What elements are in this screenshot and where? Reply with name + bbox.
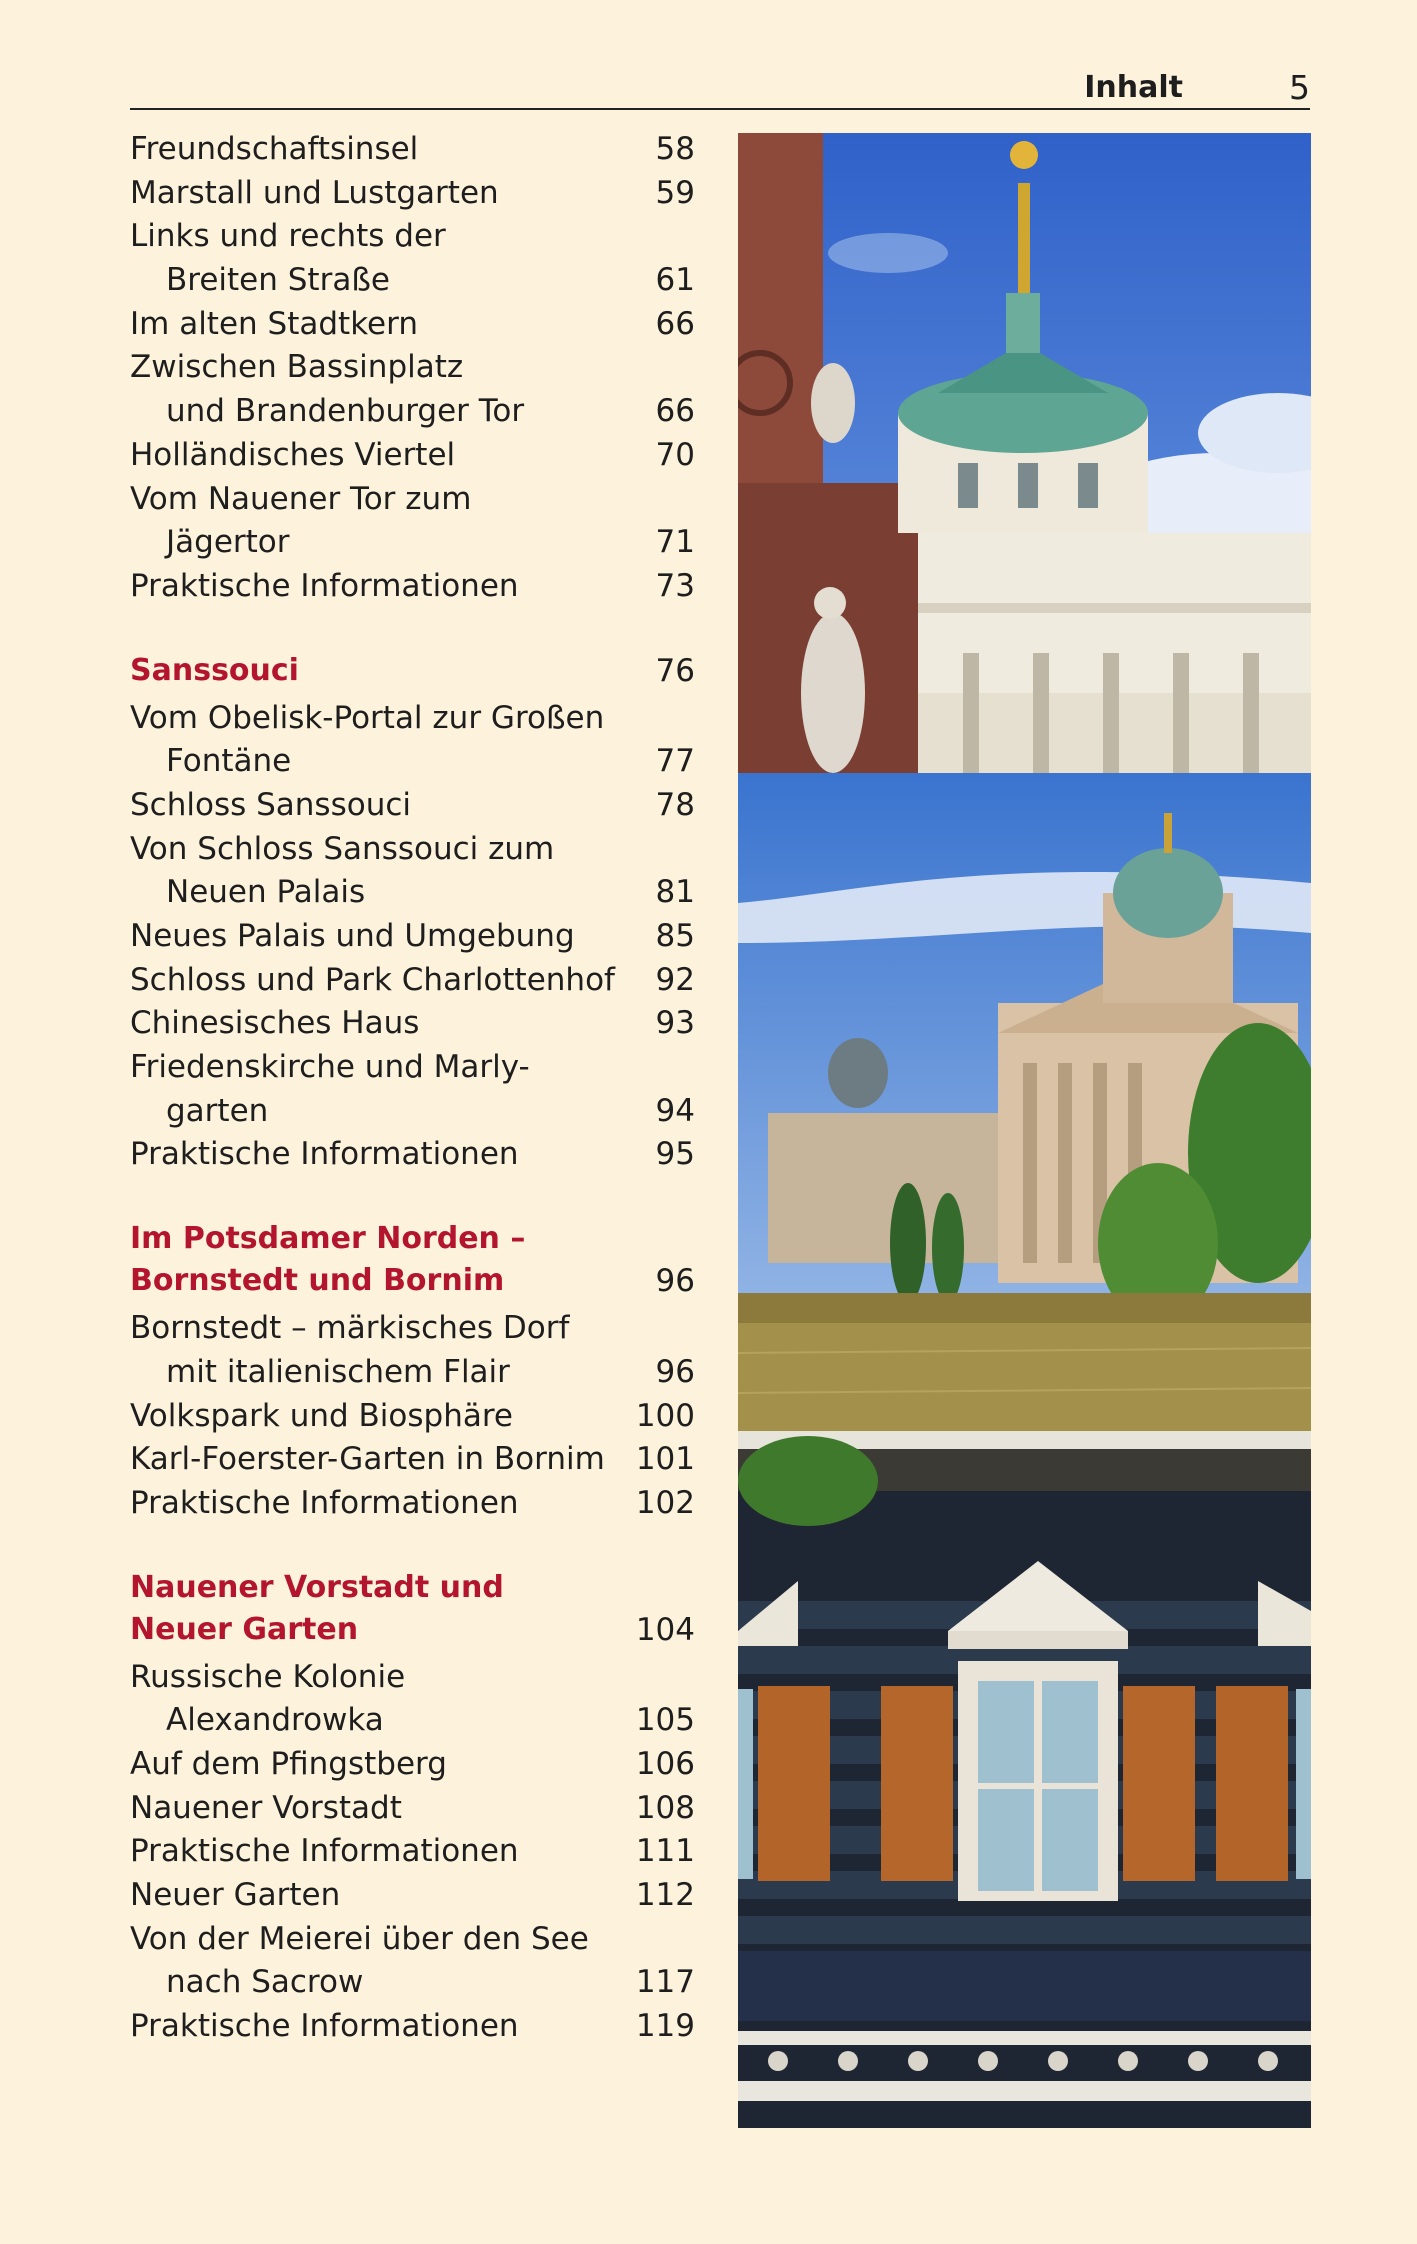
toc-entry xyxy=(130,915,695,959)
toc-entry-title: Schloss und Park Charlottenhof xyxy=(130,961,615,998)
page-number: 5 xyxy=(1289,68,1310,107)
toc-entry xyxy=(130,1918,695,1962)
toc-page-number: 94 xyxy=(655,1092,695,1129)
toc-entry-title: Neuen Palais xyxy=(166,874,366,911)
toc-entry xyxy=(130,1395,695,1439)
toc-entry xyxy=(130,871,695,915)
toc-entry xyxy=(130,1699,695,1743)
toc-entry xyxy=(130,1351,695,1395)
toc-entry xyxy=(130,697,695,741)
section-title: Inhalt xyxy=(1084,70,1183,105)
toc-page-number: 117 xyxy=(635,1964,695,2001)
toc-entry-title: Nauener Vorstadt xyxy=(130,1789,402,1826)
toc-entry-title: Bornstedt – märkisches Dorf xyxy=(130,1310,570,1347)
toc-entry-title: nach Sacrow xyxy=(166,1964,364,2001)
toc-entry-title: Alexandrowka xyxy=(166,1702,384,1739)
toc-entry-title: Chinesisches Haus xyxy=(130,1005,420,1042)
toc-entry xyxy=(130,1002,695,1046)
toc-entry-title: Fontäne xyxy=(166,743,292,780)
toc-entry xyxy=(130,1046,695,1090)
toc-entry xyxy=(130,478,695,522)
toc-entry xyxy=(130,128,695,172)
toc-entry xyxy=(130,1307,695,1351)
toc-page-number: 61 xyxy=(655,262,695,299)
toc-entry-title: Schloss Sanssouci xyxy=(130,786,411,823)
toc-entry-title: Bornstedt und Bornim xyxy=(130,1263,505,1299)
toc-entry-title: Volkspark und Biosphäre xyxy=(130,1397,513,1434)
toc-entry-title: Nauener Vorstadt und xyxy=(130,1569,504,1605)
toc-chapter-heading xyxy=(130,1567,695,1609)
toc-entry-title: Praktische Informationen xyxy=(130,2008,519,2045)
toc-entry-title: Praktische Informationen xyxy=(130,1484,519,1521)
toc-entry-title: Freundschaftsinsel xyxy=(130,131,419,167)
toc-entry xyxy=(130,1133,695,1177)
toc-page-number: 108 xyxy=(635,1789,695,1826)
toc-chapter-heading xyxy=(130,650,695,692)
table-of-contents xyxy=(130,128,695,2049)
toc-page-number: 111 xyxy=(635,1833,695,1870)
toc-entry-title: Praktische Informationen xyxy=(130,1136,519,1173)
toc-entry-title: Friedenskirche und Marly- xyxy=(130,1049,530,1086)
toc-entry-title: Sanssouci xyxy=(130,652,299,688)
toc-entry-title: Praktische Informationen xyxy=(130,567,519,604)
toc-entry-title: mit italienischem Flair xyxy=(166,1353,510,1390)
photo-column xyxy=(738,133,1311,2128)
toc-entry xyxy=(130,784,695,828)
toc-page-number: 112 xyxy=(635,1877,695,1913)
toc-entry xyxy=(130,2005,695,2049)
toc-entry xyxy=(130,1090,695,1134)
toc-entry-title: Karl-Foerster-Garten in Bornim xyxy=(130,1441,605,1478)
toc-page-number: 96 xyxy=(655,1263,695,1300)
toc-page-number: 59 xyxy=(655,174,695,211)
toc-page-number: 85 xyxy=(655,918,695,954)
toc-page-number: 102 xyxy=(635,1484,695,1521)
toc-entry-title: Neuer Garten xyxy=(130,1611,359,1647)
toc-page-number: 101 xyxy=(635,1441,695,1478)
toc-entry-title: Von Schloss Sanssouci zum xyxy=(130,830,555,867)
toc-page-number: 95 xyxy=(655,1136,695,1173)
toc-chapter-heading xyxy=(130,1609,695,1651)
toc-entry xyxy=(130,346,695,390)
toc-entry xyxy=(130,828,695,872)
toc-entry xyxy=(130,740,695,784)
toc-page-number: 66 xyxy=(655,305,695,342)
toc-entry-title: Vom Nauener Tor zum xyxy=(130,480,472,517)
toc-page-number: 119 xyxy=(635,2008,695,2045)
toc-page-number: 71 xyxy=(655,524,695,561)
toc-entry-title: Im Potsdamer Norden – xyxy=(130,1221,526,1257)
toc-page-number: 92 xyxy=(655,961,695,998)
toc-page-number: 66 xyxy=(655,393,695,430)
photo-neues-palais xyxy=(738,773,1311,1431)
toc-entry-title: Neues Palais und Umgebung xyxy=(130,918,575,954)
toc-entry xyxy=(130,1438,695,1482)
toc-chapter-heading xyxy=(130,1218,695,1260)
toc-page-number: 93 xyxy=(655,1005,695,1042)
toc-entry-title: Vom Obelisk-Portal zur Großen xyxy=(130,699,605,736)
toc-entry-title: garten xyxy=(166,1092,269,1129)
toc-page-number: 70 xyxy=(655,436,695,473)
toc-page-number: 104 xyxy=(635,1611,695,1648)
photo-alexandrowka-house xyxy=(738,1431,1311,2128)
toc-entry xyxy=(130,521,695,565)
toc-entry xyxy=(130,1787,695,1831)
toc-entry-title: Neuer Garten xyxy=(130,1877,341,1913)
toc-entry xyxy=(130,1656,695,1700)
toc-entry xyxy=(130,215,695,259)
toc-entry xyxy=(130,390,695,434)
toc-entry-title: Zwischen Bassinplatz xyxy=(130,349,464,386)
toc-entry xyxy=(130,303,695,347)
toc-entry xyxy=(130,1743,695,1787)
toc-entry xyxy=(130,565,695,609)
toc-page-number: 76 xyxy=(655,652,695,689)
toc-entry xyxy=(130,1961,695,2005)
toc-page-number: 96 xyxy=(655,1353,695,1390)
toc-page-number: 81 xyxy=(655,874,695,911)
toc-entry-title: Im alten Stadtkern xyxy=(130,305,418,342)
toc-entry xyxy=(130,1874,695,1918)
toc-entry-title: Praktische Informationen xyxy=(130,1833,519,1870)
toc-entry-title: Auf dem Pfingstberg xyxy=(130,1745,447,1782)
toc-entry xyxy=(130,959,695,1003)
toc-entry-title: Jägertor xyxy=(166,524,290,561)
toc-entry-title: Holländisches Viertel xyxy=(130,436,456,473)
toc-page-number: 106 xyxy=(635,1745,695,1782)
toc-entry xyxy=(130,1482,695,1526)
toc-page-number: 100 xyxy=(635,1397,695,1434)
toc-entry-title: Marstall und Lustgarten xyxy=(130,174,499,211)
toc-page-number: 58 xyxy=(655,131,695,167)
toc-page-number: 77 xyxy=(655,743,695,780)
toc-entry-title: Breiten Straße xyxy=(166,262,390,299)
toc-entry xyxy=(130,259,695,303)
toc-entry xyxy=(130,172,695,216)
toc-entry-title: und Brandenburger Tor xyxy=(166,393,525,430)
toc-entry-title: Von der Meierei über den See xyxy=(130,1920,589,1957)
toc-entry xyxy=(130,1830,695,1874)
toc-entry-title: Links und rechts der xyxy=(130,218,446,255)
toc-chapter-heading xyxy=(130,1260,695,1302)
toc-entry xyxy=(130,434,695,478)
running-header xyxy=(130,68,1310,110)
toc-entry-title: Russische Kolonie xyxy=(130,1658,406,1695)
toc-page-number: 78 xyxy=(655,786,695,823)
photo-town-hall-dome xyxy=(738,133,1311,773)
toc-page-number: 73 xyxy=(655,567,695,604)
toc-page-number: 105 xyxy=(635,1702,695,1739)
